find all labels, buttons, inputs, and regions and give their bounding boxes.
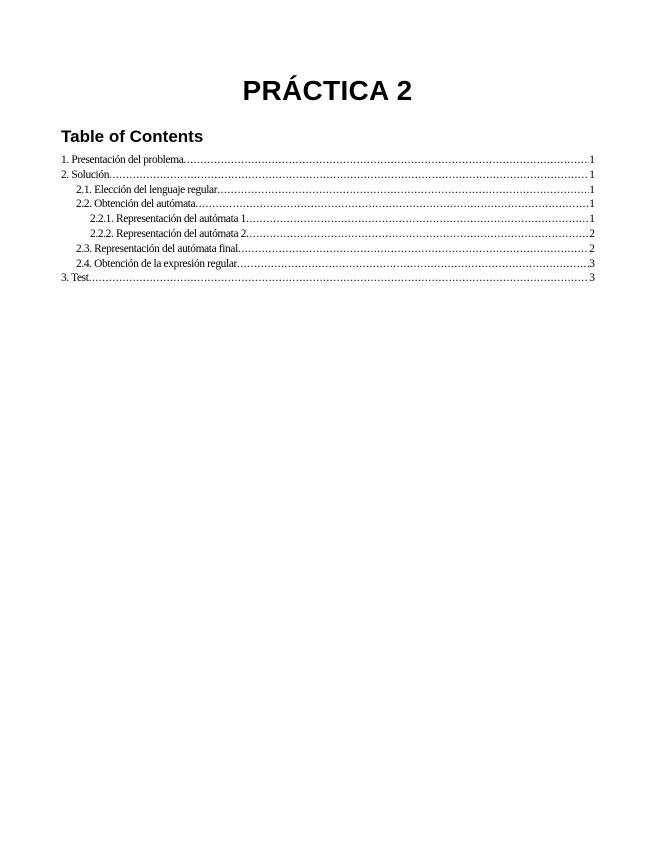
toc-entry[interactable] <box>61 183 595 198</box>
toc-entry[interactable] <box>61 168 595 183</box>
toc-dot-leader <box>109 168 589 183</box>
toc-dot-leader <box>195 197 589 212</box>
toc-entry-text: 3. Test <box>61 272 89 285</box>
toc-entry-text: 2.3. Representación del autómata final <box>76 242 238 255</box>
toc-entry-text: 2.4. Obtención de la expresión regular <box>76 257 237 270</box>
toc-page-number: 1 <box>589 183 595 196</box>
toc-entry[interactable] <box>61 257 595 272</box>
toc-page-number: 2 <box>589 227 595 240</box>
toc-page-number: 3 <box>589 257 595 270</box>
toc-dot-leader <box>246 212 589 227</box>
toc-entry[interactable] <box>61 271 595 286</box>
toc-page-number: 3 <box>589 272 595 285</box>
toc-page-number: 1 <box>589 213 595 226</box>
toc-entry[interactable] <box>61 242 595 257</box>
toc-entry[interactable] <box>61 227 595 242</box>
toc-dot-leader <box>246 227 589 242</box>
toc-dot-leader <box>89 271 590 286</box>
toc-entry-text: 2.2.1. Representación del autómata 1 <box>90 213 246 226</box>
toc-dot-leader <box>183 153 589 168</box>
toc-entry-text: 2.2. Obtención del autómata <box>76 198 196 211</box>
toc-entry-text: 2. Solución <box>61 168 110 181</box>
toc-dot-leader <box>237 257 589 272</box>
toc-entry-text: 1. Presentación del problema <box>61 154 184 166</box>
toc-page-number: 1 <box>589 198 595 211</box>
table-of-contents <box>61 153 595 286</box>
toc-heading: Table of Contents <box>61 127 204 146</box>
toc-entry[interactable] <box>61 212 595 227</box>
toc-entry[interactable] <box>61 153 595 168</box>
toc-page-number: 1 <box>589 168 595 181</box>
page-title: PRÁCTICA 2 <box>242 75 413 106</box>
toc-entry-text: 2.1. Elección del lenguaje regular <box>76 183 218 196</box>
toc-entry-text: 2.2.2. Representación del autómata 2 <box>90 227 246 240</box>
toc-page-number: 1 <box>589 154 595 166</box>
toc-page-number: 2 <box>589 242 595 255</box>
toc-entry[interactable] <box>61 197 595 212</box>
toc-dot-leader <box>217 183 589 198</box>
toc-dot-leader <box>238 242 589 257</box>
